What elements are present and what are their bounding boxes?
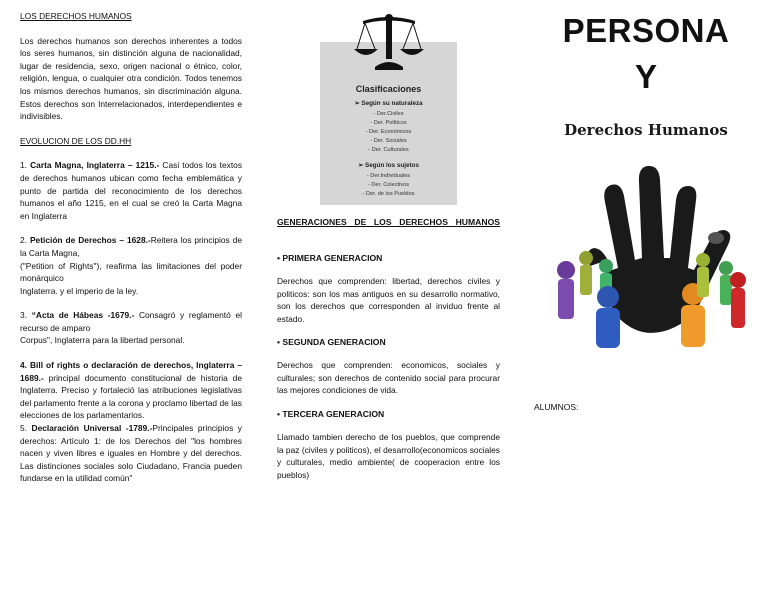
item-title: Carta Magna, Inglaterra – 1215.-	[30, 160, 160, 171]
evolution-item	[20, 159, 242, 222]
clasif-item: - Der. Colectivos	[367, 182, 410, 188]
item-text: Principales principios y derechos: Artículo 1: de los Derechos del "los hombres nacen y viven libres e iguales en Hombre y del derechos. Las distinciones sociales solo Ciudadano, Francia pueden fundarse en la utilidad común"	[20, 423, 242, 484]
cover-subtitle: Derechos Humanos	[564, 121, 728, 139]
clasif-item: - Der. de los Pueblos	[362, 191, 415, 197]
hand-and-people-illustration	[538, 140, 758, 355]
left-column	[20, 10, 242, 485]
clasif-item: - Der.Individuales	[366, 173, 411, 179]
clasif-item: - Der. Sociales	[370, 138, 407, 144]
evolution-item	[20, 422, 242, 485]
clasif-item: - Der. Políticos	[370, 120, 407, 126]
generation-title: • TERCERA GENERACION	[277, 409, 385, 419]
evolution-item	[20, 309, 242, 347]
item-title: Bill of rights o declaración de derechos, Inglaterra – 1689.-	[20, 360, 243, 383]
generation-text: Derechos que comprenden: economicos, sociales y culturales; son derechos de contenido social para procurar las mejores condiciones de vida.	[277, 360, 500, 396]
heading-derechos-humanos: LOS DERECHOS HUMANOS	[20, 11, 132, 21]
item-number: 4.	[20, 360, 27, 371]
generation-title: • SEGUNDA GENERACION	[277, 337, 386, 347]
intro-paragraph: Los derechos humanos son derechos inherentes a todos los seres humanos, sin distinción alguna de nacionalidad, lugar de residencia, sexo, origen nacional o étnico, color, religión, lengua, o cualquier otra condición. Todos tenemos los mismos derechos humanos, sin discriminación alguna. Estos derechos son Interrelacionados, interdependientes e indivisibles.	[20, 35, 242, 122]
item-number: 3.	[20, 310, 27, 321]
generation-text: Llamado tambien derecho de los pueblos, que comprende la paz (civiles y politicos), el desarrollo(economicos sociales y culturales, medio ambiente( de cooperacion entre los pueblos)	[277, 432, 500, 480]
item-text: Reitera los principios de la Carta Magna, ("Petition of Rights"), reafirma las limitaciones del poder monárquico Inglaterra. y el imperio de la ley.	[20, 235, 243, 296]
item-number: 5.	[20, 423, 27, 434]
generation-title: • PRIMERA GENERACION	[277, 253, 383, 263]
evolution-item	[20, 359, 242, 422]
clasif-group-sujetos: ➢ Según los sujetos	[358, 162, 419, 169]
item-number: 2.	[20, 235, 27, 246]
generation-title-text: PRIMERA GENERACION	[282, 253, 383, 263]
clasif-item: - Der. Económicos	[365, 129, 412, 135]
clasif-item: - Der.Civiles	[373, 111, 404, 117]
clasif-item: - Der. Culturales	[368, 147, 409, 153]
evolution-item	[20, 234, 242, 297]
clasif-group-naturaleza: ➢ Según su naturaleza	[354, 100, 423, 107]
cover-title-y: Y	[634, 58, 657, 95]
generation-title-text: TERCERA GENERACION	[282, 409, 385, 419]
generation-title-text: SEGUNDA GENERACION	[282, 337, 386, 347]
item-text: principal documento constitucional de historia de Inglaterra. Preciso y fortaleció las atribuciones legislativas del parlamento frente a la corona y proclamo libertad de las elecciones de los parlamentarios.	[20, 372, 242, 421]
item-title: Petición de Derechos – 1628.-	[29, 235, 151, 246]
heading-evolucion: EVOLUCION DE LOS DD.HH	[20, 135, 132, 146]
item-text: Casi todos los textos de derechos humanos ubican como fecha emblemática y punto de partida del reconocimiento de los derechos humanos el año 1215, en el cual se creó la Carta Magna en Inglaterra	[20, 160, 243, 221]
alumnos-label: ALUMNOS:	[534, 402, 579, 412]
generation-text: Derechos que comprenden: libertad, derechos civiles y politicos: son los mas antiguos en su desarrollo normativo, son los derechos que corresponden al inviduo frente al estado.	[277, 276, 500, 324]
cover-title-persona: PERSONA	[562, 12, 730, 49]
item-title: Declaración Universal -1789.-	[31, 423, 153, 434]
item-number: 1.	[20, 160, 27, 171]
item-text: Consagró y reglamentó el recurso de amparo Corpus", Inglaterra para la libertad personal.	[20, 310, 242, 346]
scales-of-justice-icon	[353, 13, 425, 71]
clasificaciones-title: Clasificaciones	[355, 84, 422, 94]
item-title: “Acta de Hábeas -1679.-	[31, 310, 135, 321]
generaciones-heading: GENERACIONES DE LOS DERECHOS HUMANOS	[277, 217, 500, 227]
